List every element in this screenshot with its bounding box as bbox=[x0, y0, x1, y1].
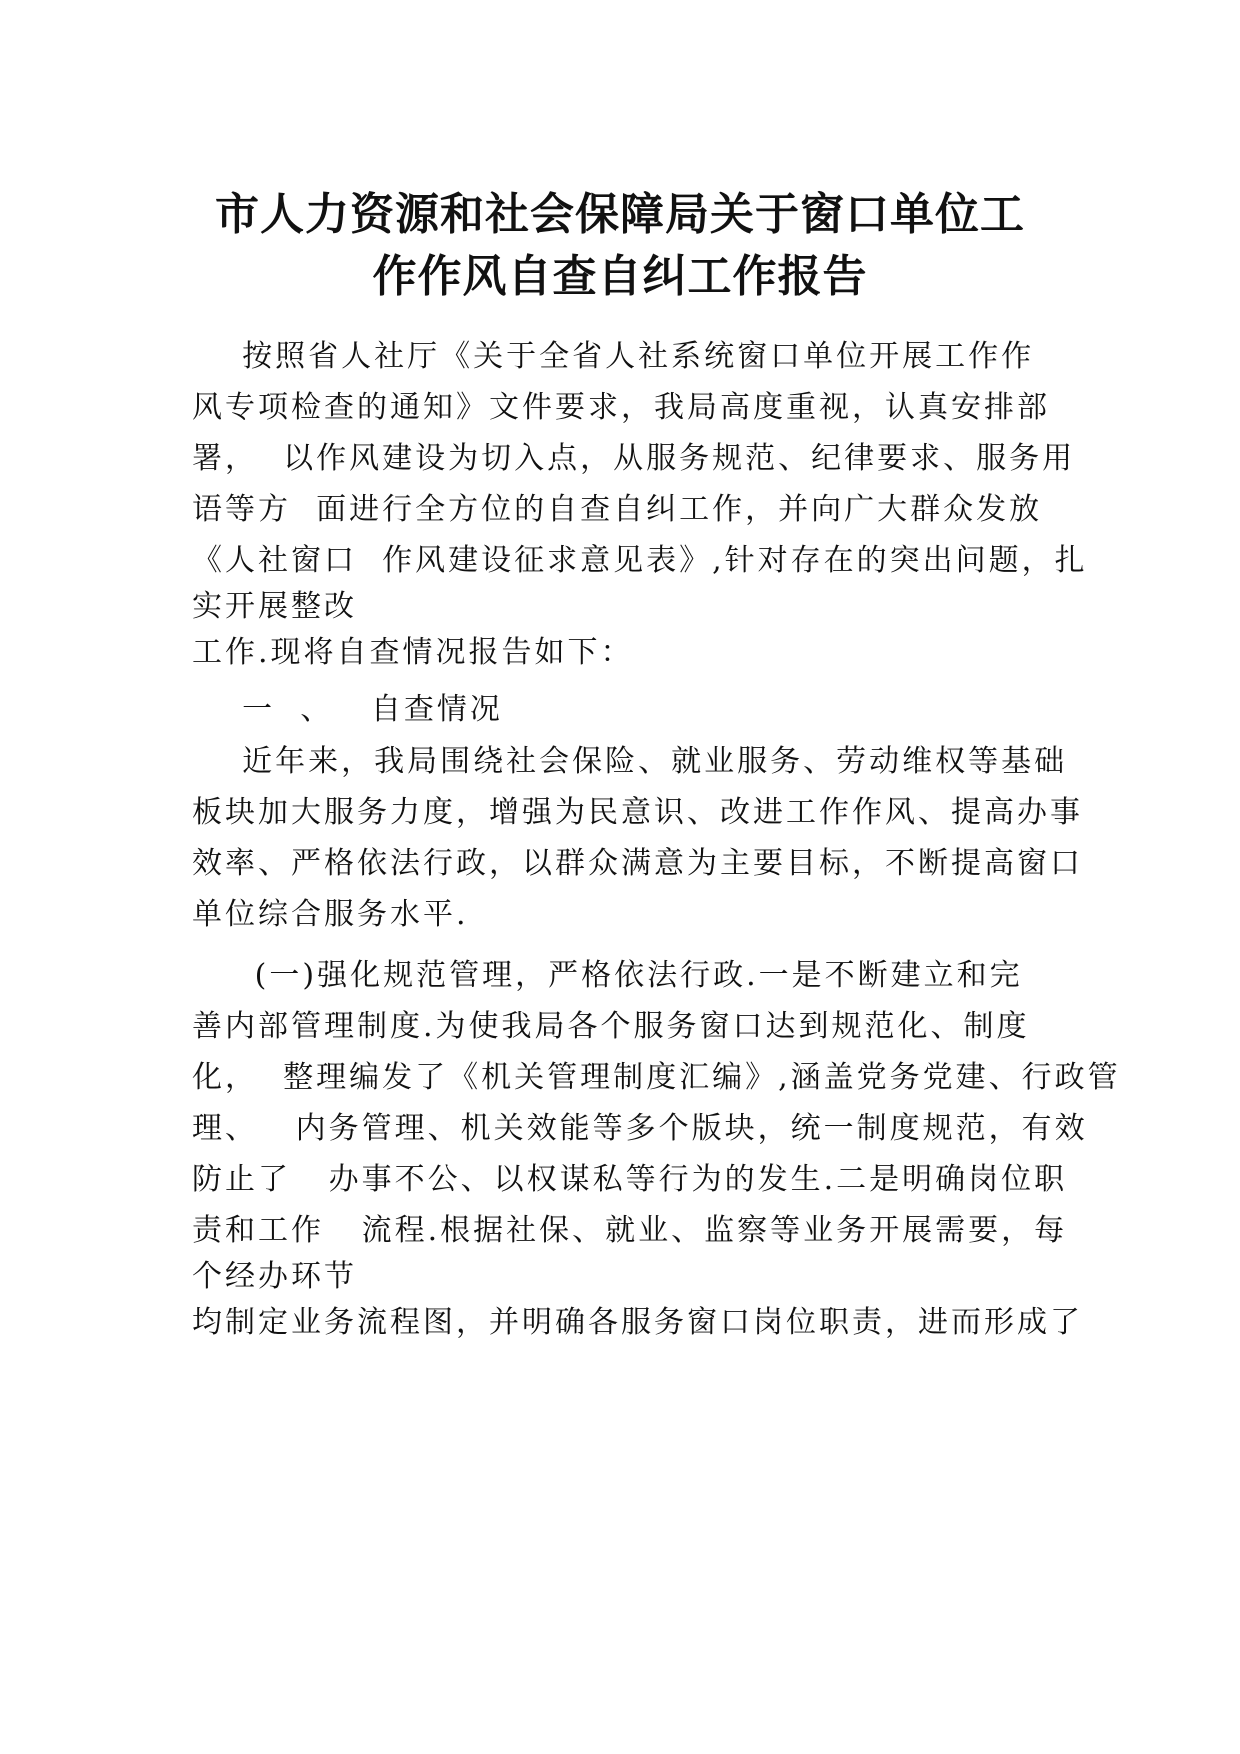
body-text-line: 风专项检查的通知》文件要求，我局高度重视，认真安排部 bbox=[192, 390, 1050, 425]
body-text-line: 效率、严格依法行政，以群众满意为主要目标，不断提高窗口 bbox=[192, 846, 1083, 881]
subsection-text-line: (一)强化规范管理，严格依法行政.一是不断建立和完 bbox=[192, 958, 1023, 993]
body-text-line: 均制定业务流程图，并明确各服务窗口岗位职责，进而形成了 bbox=[192, 1305, 1083, 1340]
body-text-line: 工作.现将自查情况报告如下： bbox=[192, 635, 634, 670]
section-heading: 一 、 自查情况 bbox=[192, 692, 503, 727]
document-title-line-1: 市人力资源和社会保障局关于窗口单位工 bbox=[215, 189, 1025, 240]
body-text-line: 防止了 办事不公、以权谋私等行为的发生.二是明确岗位职 bbox=[192, 1162, 1068, 1197]
body-text-line: 责和工作 流程.根据社保、就业、监察等业务开展需要，每 bbox=[192, 1213, 1068, 1248]
body-text-line: 单位综合服务水平. bbox=[192, 897, 469, 932]
body-text-line: 近年来，我局围绕社会保险、就业服务、劳动维权等基础 bbox=[192, 744, 1068, 779]
body-text-line: 按照省人社厅《关于全省人社系统窗口单位开展工作作 bbox=[192, 339, 1035, 374]
body-text-line: 善内部管理制度.为使我局各个服务窗口达到规范化、制度 bbox=[192, 1009, 1030, 1044]
body-text-line: 个经办环节 bbox=[192, 1259, 357, 1294]
body-text-line: 语等方 面进行全方位的自查自纠工作，并向广大群众发放 bbox=[192, 492, 1043, 527]
body-text-line: 署， 以作风建设为切入点，从服务规范、纪律要求、服务用 bbox=[192, 441, 1076, 476]
body-text-line: 《人社窗口 作风建设征求意见表》,针对存在的突出问题，扎 bbox=[192, 543, 1088, 578]
body-text-line: 实开展整改 bbox=[192, 589, 357, 624]
document-title-line-2: 作作风自查自纠工作报告 bbox=[372, 251, 868, 302]
body-text-line: 理、 内务管理、机关效能等多个版块，统一制度规范，有效 bbox=[192, 1111, 1088, 1146]
body-text-line: 化， 整理编发了《机关管理制度汇编》,涵盖党务党建、行政管 bbox=[192, 1060, 1121, 1095]
body-text-line: 板块加大服务力度，增强为民意识、改进工作作风、提高办事 bbox=[192, 795, 1083, 830]
